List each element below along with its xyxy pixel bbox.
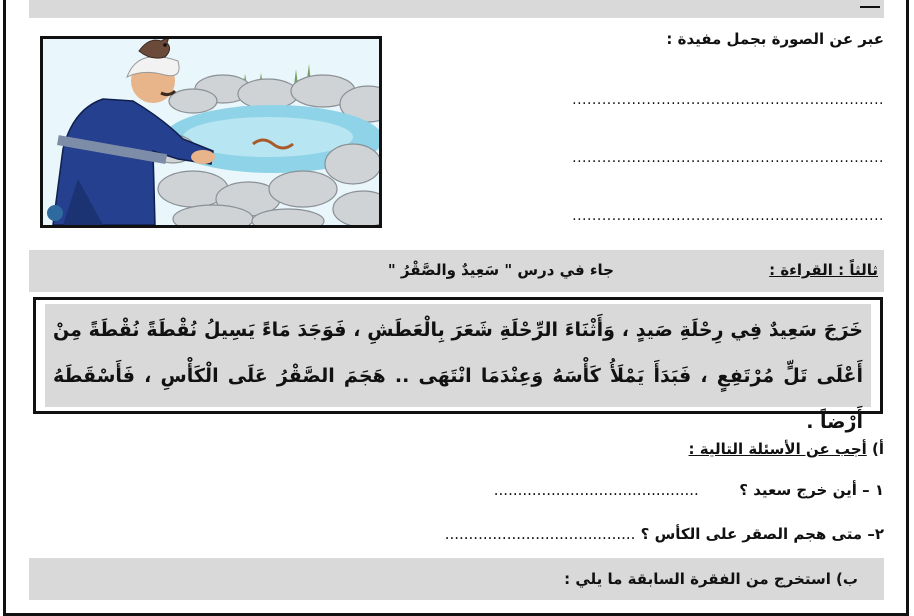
questions-heading: [689, 440, 884, 458]
passage-text: خَرَجَ سَعِيدٌ فِي رِحْلَةِ صَيدٍ ، وَأَثْنَاءَ الرِّحْلَةِ شَعَرَ بِالْعَطَشِ ، فَوَجَدَ مَاءً يَسِيلُ نُقْطَةً نُقْطَةً مِنْ أَعْلَى تَلٍّ مُرْتَفِعٍ ، فَبَدَأَ يَمْلَأُ كَأْسَهُ وَعِنْدَمَا انْتَهَى .. هَجَمَ الصَّقْرُ عَلَى الْكَأْسِ ، فَأَسْقَطَهُ أَرْضاً .: [45, 304, 871, 407]
boy-with-falcon-at-water-icon: [40, 36, 382, 228]
reading-section-title-text: ثالثاً : القراءة :: [769, 261, 878, 279]
question-1: [494, 481, 884, 499]
question-2: [445, 525, 884, 543]
illustration-svg: [43, 39, 379, 225]
top-section-bar: [29, 0, 884, 18]
answer-line-2[interactable]: ...............................................................: [572, 150, 884, 164]
reading-section-bar: [29, 250, 884, 292]
reading-section-title: [769, 261, 878, 279]
question-1-number: ١ –: [862, 481, 884, 499]
questions-heading-text: أجب عن الأسئلة التالية :: [688, 440, 867, 458]
part-b-instruction: ب) استخرج من الفقرة السابقة ما يلي :: [564, 570, 858, 588]
image-prompt: عبر عن الصورة بجمل مفيدة :: [666, 30, 884, 48]
title-underline-mark: [860, 0, 880, 8]
question-2-text: متى هجم الصقر على الكأس ؟: [640, 525, 863, 543]
part-b-bar: [29, 558, 884, 600]
lesson-reference: جاء في درس " سَعِيدٌ والصَّقْرُ ": [387, 261, 614, 279]
answer-line-1[interactable]: ...............................................................: [572, 92, 884, 106]
questions-heading-letter: أ): [872, 440, 884, 458]
answer-line-3[interactable]: ...............................................................: [572, 208, 884, 222]
question-2-number: ٢–: [867, 525, 884, 543]
question-2-answer-dots[interactable]: ........................................: [444, 525, 636, 543]
passage-box: [33, 297, 883, 433]
question-1-text: أين خرج سعيد ؟: [739, 481, 857, 499]
question-1-answer-dots[interactable]: ...........................................: [493, 481, 699, 499]
